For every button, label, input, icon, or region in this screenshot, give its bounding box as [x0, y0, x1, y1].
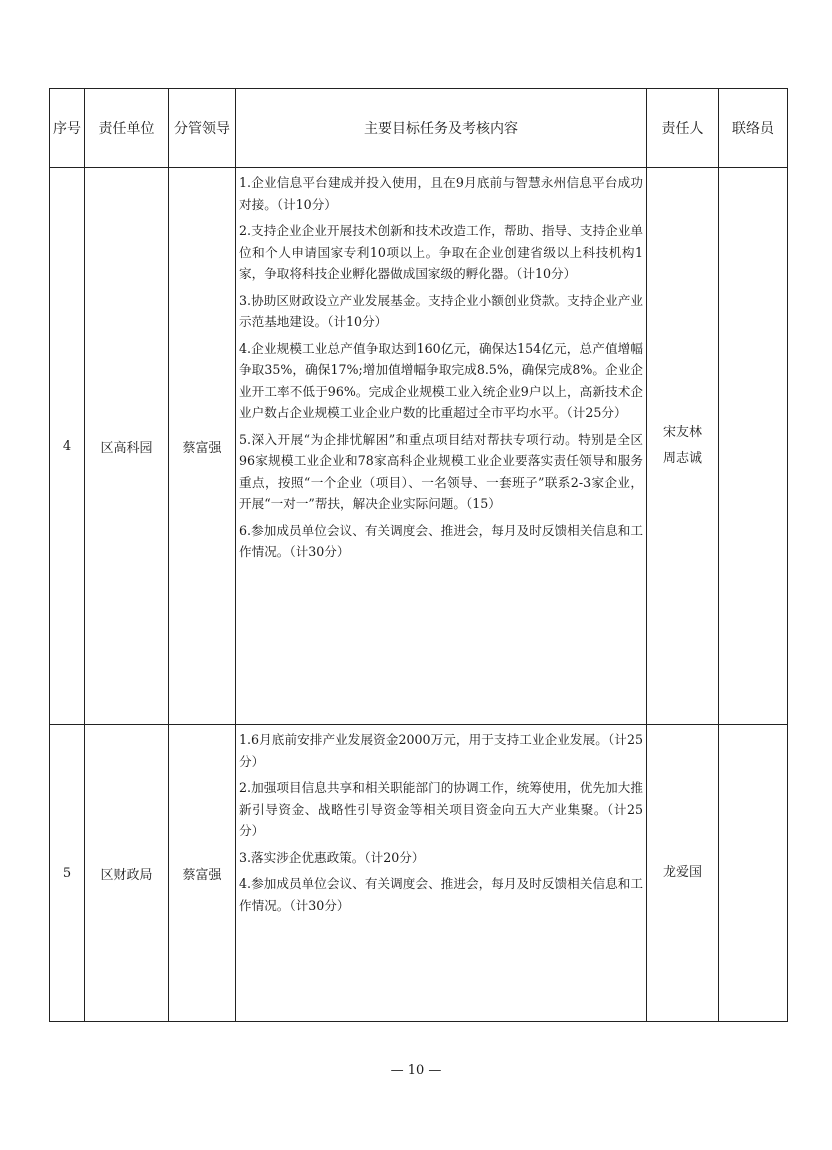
row-unit: 区财政局: [85, 725, 169, 1022]
row-no: 4: [50, 168, 85, 725]
table-row: [50, 725, 788, 1022]
task-item: 5.深入开展“为企排忧解困”和重点项目结对帮扶专项行动。特别是全区96家规模工业企业和78家高科企业规模工业企业要落实责任领导和服务重点，按照“一个企业（项目）、一名领导、一套班子”联系2-3家企业，开展“一对一”帮扶，解决企业实际问题。（15）: [239, 431, 643, 511]
table-header-row: [50, 89, 788, 168]
person-name: 龙爱国: [662, 865, 702, 880]
header-tasks: 主要目标任务及考核内容: [236, 89, 647, 168]
header-liaison: 联络员: [719, 89, 788, 168]
row-persons: [647, 168, 719, 725]
table-row: [50, 168, 788, 725]
row-tasks: [236, 168, 647, 725]
row-no: 5: [50, 725, 85, 1022]
task-item: 4.企业规模工业总产值争取达到160亿元，确保达154亿元，总产值增幅争取35%，确保17%;增加值增幅争取完成8.5%，确保完成8%。企业企业开工率不低于96%。完成企业规模工业入统企业9户以上，高新技术企业户数占企业规模工业企业户数的比重超过全市平均水平。（计25分）: [239, 340, 643, 420]
assessment-table: [49, 88, 788, 1022]
task-item: 2.支持企业企业开展技术创新和技术改造工作，帮助、指导、支持企业单位和个人申请国家专利10项以上。争取在企业创建省级以上科技机构1家，争取将科技企业孵化器做成国家级的孵化器。（计10分）: [239, 223, 643, 281]
header-no: 序号: [50, 89, 85, 168]
header-unit: 责任单位: [85, 89, 169, 168]
row-unit: 区高科园: [85, 168, 169, 725]
page-number: — 10 —: [390, 1063, 442, 1078]
task-item: 3.落实涉企优惠政策。（计20分）: [239, 849, 425, 865]
row-tasks: [236, 725, 647, 1022]
task-item: 3.协助区财政设立产业发展基金。支持企业小额创业贷款。支持企业产业示范基地建设。（计10分）: [239, 292, 643, 329]
task-item: 4.参加成员单位会议、有关调度会、推进会，每月及时反馈相关信息和工作情况。（计30分）: [239, 876, 643, 913]
task-item: 6.参加成员单位会议、有关调度会、推进会，每月及时反馈相关信息和工作情况。（计30分）: [239, 522, 643, 559]
header-person: 责任人: [647, 89, 719, 168]
person-name: 周志诚: [662, 451, 702, 466]
header-leader: 分管领导: [169, 89, 236, 168]
row-liaison: [719, 725, 788, 1022]
task-item: 1.企业信息平台建成并投入使用，且在9月底前与智慧永州信息平台成功对接。（计10分）: [239, 175, 643, 212]
person-name: 宋友林: [662, 425, 702, 440]
task-item: 2.加强项目信息共享和相关职能部门的协调工作，统筹使用，优先加大推新引导资金、战略性引导资金等相关项目资金向五大产业集聚。（计25分）: [239, 780, 643, 838]
row-leader: 蔡富强: [169, 725, 236, 1022]
row-leader: 蔡富强: [169, 168, 236, 725]
task-item: 1.6月底前安排产业发展资金2000万元，用于支持工业企业发展。（计25分）: [239, 732, 643, 769]
row-persons: [647, 725, 719, 1022]
row-liaison: [719, 168, 788, 725]
